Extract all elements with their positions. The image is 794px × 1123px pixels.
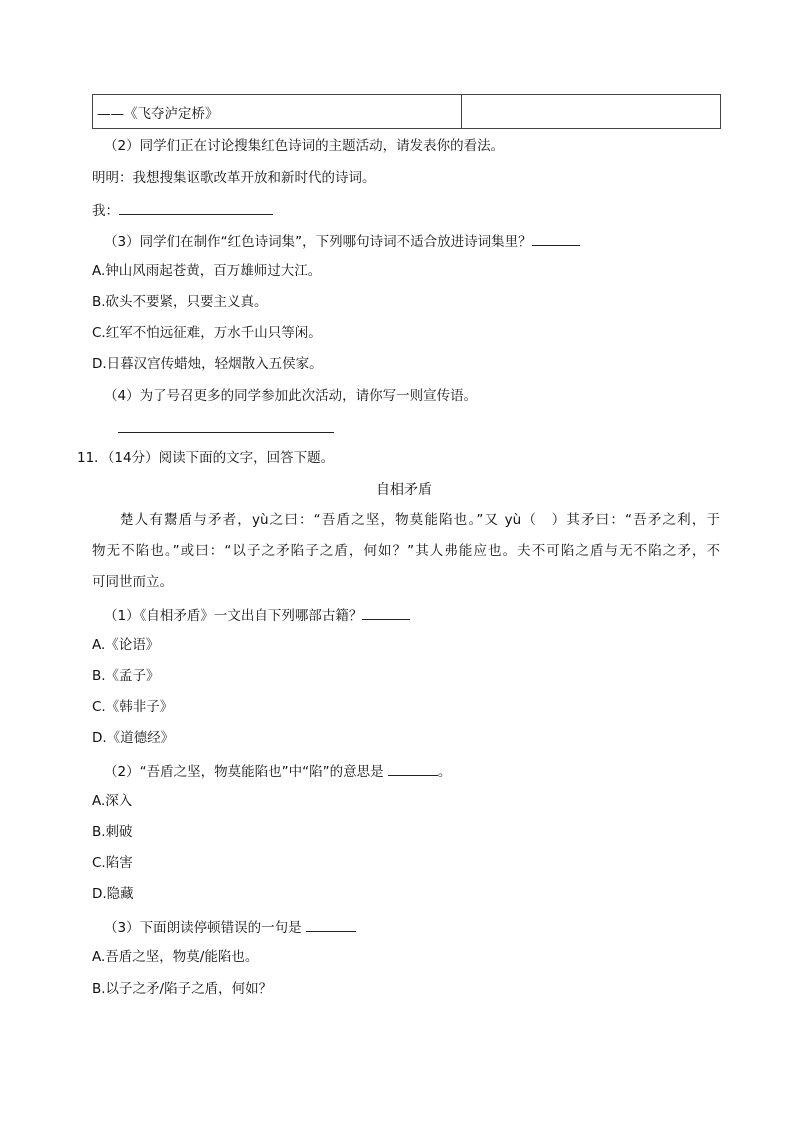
- q11-sub1-option-a: A.《论语》: [92, 637, 160, 653]
- q10-part3-line: [104, 231, 580, 251]
- answer-blank[interactable]: [119, 200, 273, 215]
- table-row: [93, 95, 721, 129]
- answer-blank[interactable]: [362, 605, 410, 620]
- q11-header: 11．（14分）阅读下面的文字，回答下题。: [77, 450, 335, 466]
- q10-me-label: 我：: [92, 203, 119, 219]
- answer-blank[interactable]: [532, 231, 580, 246]
- q11-sub2-option-b: B.刺破: [92, 824, 133, 840]
- passage-text: [92, 505, 720, 598]
- q11-sub2-option-a: A.深入: [92, 793, 133, 809]
- q11-sub2-option-d: D.隐藏: [92, 886, 134, 902]
- q11-sub1-prompt: （1）《自相矛盾》一文出自下列哪部古籍？: [104, 608, 363, 624]
- passage-line-2: 物无不陷也。”或曰：“以子之矛陷子之盾，何如？”其人弗能应也。夫不可陷之盾与无不陷之矛，不: [92, 543, 720, 559]
- q11-sub1-option-c: C.《韩非子》: [92, 699, 174, 715]
- q10-part4-prompt: （4）为了号召更多的同学参加此次活动，请你写一则宣传语。: [104, 388, 478, 404]
- q11-sub3-option-b: B.以子之矛/陷子之盾，何如？: [92, 981, 273, 997]
- q11-sub1-option-b: B.《孟子》: [92, 668, 160, 684]
- passage-line-3: 可同世而立。: [92, 574, 173, 590]
- q11-sub1-line: [104, 605, 410, 625]
- q10-option-b: B.砍头不要紧，只要主义真。: [92, 294, 268, 310]
- q11-sub2-prompt: （2）“吾盾之坚，物莫能陷也”中“陷”的意思是: [104, 764, 384, 780]
- q10-part2-prompt: （2）同学们正在讨论搜集红色诗词的主题活动，请发表你的看法。: [104, 138, 505, 154]
- q11-sub2-tail: 。: [437, 764, 452, 780]
- q10-part3-prompt: （3）同学们在制作“红色诗词集”，下列哪句诗词不适合放进诗词集里？: [104, 234, 532, 250]
- table-cell-source: ——《飞夺泸定桥》: [93, 95, 462, 129]
- q10-option-a: A.钟山风雨起苍黄，百万雄师过大江。: [92, 263, 322, 279]
- q10-option-c: C.红军不怕远征难，万水千山只等闲。: [92, 325, 322, 341]
- table-cell-empty: [462, 95, 721, 129]
- q10-part2-me-line: [92, 200, 273, 220]
- q10-part4-line: [118, 418, 334, 438]
- q11-sub3-line: [104, 917, 356, 937]
- q11-sub3-option-a: A.吾盾之坚，物莫/能陷也。: [92, 949, 259, 965]
- q11-sub2-line: [104, 761, 451, 781]
- q10-part2-mingming: 明明：我想搜集讴歌改革开放和新时代的诗词。: [92, 170, 376, 186]
- answer-blank[interactable]: [118, 418, 334, 433]
- q11-sub3-prompt: （3）下面朗读停顿错误的一句是: [104, 920, 302, 936]
- q11-sub2-option-c: C.陷害: [92, 855, 133, 871]
- answer-blank[interactable]: [306, 917, 356, 932]
- answer-table: [92, 94, 721, 129]
- q11-sub1-option-d: D.《道德经》: [92, 730, 175, 746]
- passage-title: 自相矛盾: [376, 482, 432, 498]
- q10-option-d: D.日暮汉宫传蜡烛，轻烟散入五侯家。: [92, 356, 323, 372]
- answer-blank[interactable]: [388, 761, 438, 776]
- passage-line-1: 楚人有鬻盾与矛者，yù之曰：“吾盾之坚，物莫能陷也。”又 yù（ ）其矛曰：“吾矛之利，于: [120, 512, 720, 528]
